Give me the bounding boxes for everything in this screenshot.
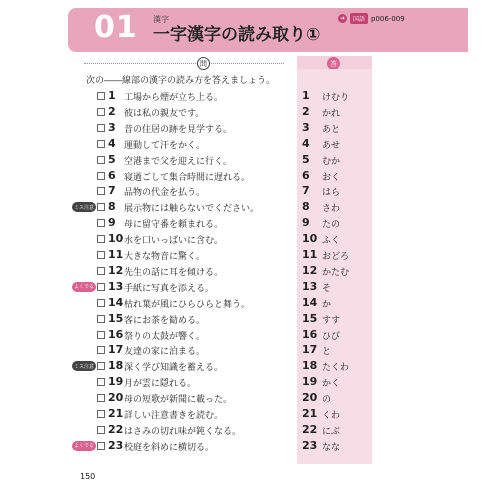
check-box[interactable] (97, 426, 105, 434)
question-row (0, 263, 380, 279)
check-box[interactable] (97, 410, 105, 418)
answer-text: かたむ (322, 267, 350, 278)
question-row (0, 374, 380, 390)
check-box[interactable] (97, 346, 105, 354)
answer-text: むか (322, 156, 341, 167)
question-text: 友達の家に泊まる。 (124, 347, 206, 358)
answer-text: にぶ (322, 426, 341, 437)
check-box[interactable] (97, 235, 105, 243)
question-row (0, 327, 380, 343)
question-row (0, 390, 380, 406)
check-box[interactable] (97, 442, 105, 450)
question-row (0, 279, 380, 295)
check-box[interactable] (97, 331, 105, 339)
question-text: 昔の住居の跡を見学する。 (124, 124, 233, 135)
answer-number: 11 (302, 248, 318, 261)
check-box[interactable] (97, 362, 105, 370)
question-text: 寝過ごして集合時間に遅れる。 (124, 172, 251, 183)
question-row (0, 88, 380, 104)
instruction-text: 次の――線部の漢字の読み方を答えましょう。 (86, 76, 276, 86)
question-row (0, 311, 380, 327)
question-text: 水を口いっぱいに含む。 (124, 236, 224, 247)
reference-pages: p006-009 (371, 14, 405, 23)
page-title: 一字漢字の読み取り① (153, 25, 321, 45)
answer-icon: 答 (327, 57, 340, 70)
answer-text: かく (322, 379, 341, 390)
check-box[interactable] (97, 140, 105, 148)
question-text: 母の短歌が新聞に載った。 (124, 395, 233, 406)
textbook-reference (338, 13, 405, 24)
difficulty-tag: ミス注意 (72, 202, 96, 212)
answer-text: あと (322, 124, 341, 135)
answer-number: 4 (302, 136, 310, 150)
answer-text: たの (322, 220, 341, 231)
answer-text: ひび (322, 331, 341, 342)
answer-number: 16 (302, 327, 318, 341)
difficulty-tag: ミス注意 (72, 361, 96, 371)
check-box[interactable] (97, 283, 105, 291)
answer-text: そ (322, 283, 332, 294)
answer-text: か (322, 299, 332, 310)
question-row (0, 247, 380, 263)
answer-number: 15 (302, 311, 318, 325)
question-text: 大きな物音に驚く。 (124, 252, 205, 262)
question-number: 8 (108, 200, 116, 214)
question-text: 祭りの太鼓が響く。 (124, 331, 205, 342)
answer-number: 21 (302, 407, 318, 420)
question-text: はさみの切れ味が鈍くなる。 (124, 426, 242, 437)
question-number: 10 (108, 232, 124, 246)
question-number: 18 (108, 359, 124, 373)
question-text: 月が雲に隠れる。 (124, 379, 197, 390)
answer-text: あせ (322, 140, 341, 151)
answer-text: くわ (322, 411, 341, 421)
check-box[interactable] (97, 299, 105, 307)
question-row (0, 422, 380, 438)
answer-text: おく (322, 172, 341, 183)
question-number: 7 (108, 184, 116, 198)
answer-number: 5 (302, 152, 310, 166)
question-text: 品物の代金を払う。 (124, 188, 206, 199)
question-number: 20 (108, 391, 124, 405)
question-number: 19 (108, 375, 124, 389)
answer-text: ふく (322, 236, 341, 247)
question-row (0, 406, 380, 422)
question-number: 17 (108, 343, 124, 357)
question-divider (84, 63, 284, 64)
answer-number: 9 (302, 216, 310, 230)
check-box[interactable] (97, 187, 105, 195)
check-box[interactable] (97, 315, 105, 323)
answer-number: 17 (302, 343, 318, 357)
question-row (0, 358, 380, 374)
question-text: 枯れ葉が風にひらひらと舞う。 (124, 299, 251, 310)
question-number: 1 (108, 89, 116, 102)
question-text: 詳しい注意書きを読む。 (124, 411, 224, 421)
answer-text: かれ (322, 108, 341, 119)
difficulty-tag: よくでる (72, 282, 96, 292)
question-icon: 問 (197, 57, 210, 70)
question-text: 校庭を斜めに横切る。 (124, 442, 215, 453)
check-box[interactable] (97, 92, 105, 100)
question-text: 手紙に写真を添える。 (124, 283, 215, 294)
question-number: 12 (108, 263, 124, 277)
check-box[interactable] (97, 172, 105, 180)
question-text: 先生の話に耳を傾ける。 (124, 267, 224, 278)
arrow-icon: ➜ (339, 15, 346, 22)
question-number: 22 (108, 422, 124, 436)
question-number: 21 (108, 407, 124, 420)
check-box[interactable] (97, 156, 105, 164)
question-number: 5 (108, 152, 116, 166)
answer-number: 2 (302, 104, 310, 118)
answer-text: たくわ (322, 363, 350, 374)
answer-number: 22 (302, 422, 318, 436)
question-row (0, 295, 380, 311)
question-row (0, 168, 380, 184)
answer-text: おどろ (322, 252, 350, 262)
answer-text: と (322, 347, 332, 358)
check-box[interactable] (97, 203, 105, 211)
question-number: 6 (108, 168, 116, 182)
check-box[interactable] (97, 108, 105, 116)
question-text: 工場から煙が立ち上る。 (124, 93, 224, 103)
question-number: 14 (108, 295, 124, 309)
question-text: 空港まで父を迎えに行く。 (124, 156, 232, 167)
question-text: 深く学び知識を蓄える。 (124, 363, 224, 374)
check-box[interactable] (97, 267, 105, 275)
question-row (0, 104, 380, 120)
question-number: 15 (108, 311, 124, 325)
answer-number: 10 (302, 232, 318, 246)
question-text: 運動して汗をかく。 (124, 140, 205, 151)
check-box[interactable] (97, 219, 105, 227)
page-number: 150 (80, 472, 96, 481)
answer-number: 19 (302, 375, 318, 389)
question-number: 9 (108, 216, 116, 230)
subject-badge: 国語 (350, 13, 368, 24)
question-row (0, 152, 380, 168)
question-row (0, 231, 380, 247)
answer-number: 12 (302, 263, 318, 277)
answer-text: なな (322, 442, 341, 453)
question-text: 客にお茶を勧める。 (124, 315, 206, 326)
answer-number: 13 (302, 279, 318, 293)
check-box[interactable] (97, 394, 105, 402)
answer-number: 18 (302, 359, 318, 373)
answer-number: 3 (302, 120, 310, 134)
difficulty-tag: よくでる (72, 441, 96, 451)
question-text: 母に留守番を頼まれる。 (124, 220, 224, 231)
answer-number: 20 (302, 391, 318, 405)
question-number: 23 (108, 438, 124, 452)
question-number: 11 (108, 248, 124, 261)
question-number: 16 (108, 327, 124, 341)
question-number: 3 (108, 120, 116, 134)
chapter-number: 01 (94, 10, 138, 45)
answer-number: 6 (302, 168, 310, 182)
answer-number: 7 (302, 184, 310, 198)
question-row (0, 136, 380, 152)
question-number: 2 (108, 104, 116, 118)
answer-number: 8 (302, 200, 310, 214)
answer-number: 1 (302, 89, 310, 102)
question-text: 彼は私の親友です。 (124, 108, 205, 119)
question-text: 展示物には触らないでください。 (124, 204, 260, 215)
answer-number: 23 (302, 438, 318, 452)
answer-text: すす (322, 315, 341, 326)
question-row (0, 438, 380, 454)
question-row (0, 199, 380, 215)
check-box[interactable] (97, 251, 105, 259)
question-row (0, 215, 380, 231)
check-box[interactable] (97, 124, 105, 132)
chapter-category: 漢字 (153, 15, 169, 24)
answer-text: けむり (322, 93, 350, 103)
question-row (0, 342, 380, 358)
check-box[interactable] (97, 378, 105, 386)
question-number: 13 (108, 279, 124, 293)
answer-text: はら (322, 188, 341, 199)
answer-number: 14 (302, 295, 318, 309)
question-row (0, 120, 380, 136)
question-number: 4 (108, 136, 116, 150)
answer-text: さわ (322, 204, 341, 215)
question-row (0, 183, 380, 199)
answer-text: の (322, 395, 332, 406)
